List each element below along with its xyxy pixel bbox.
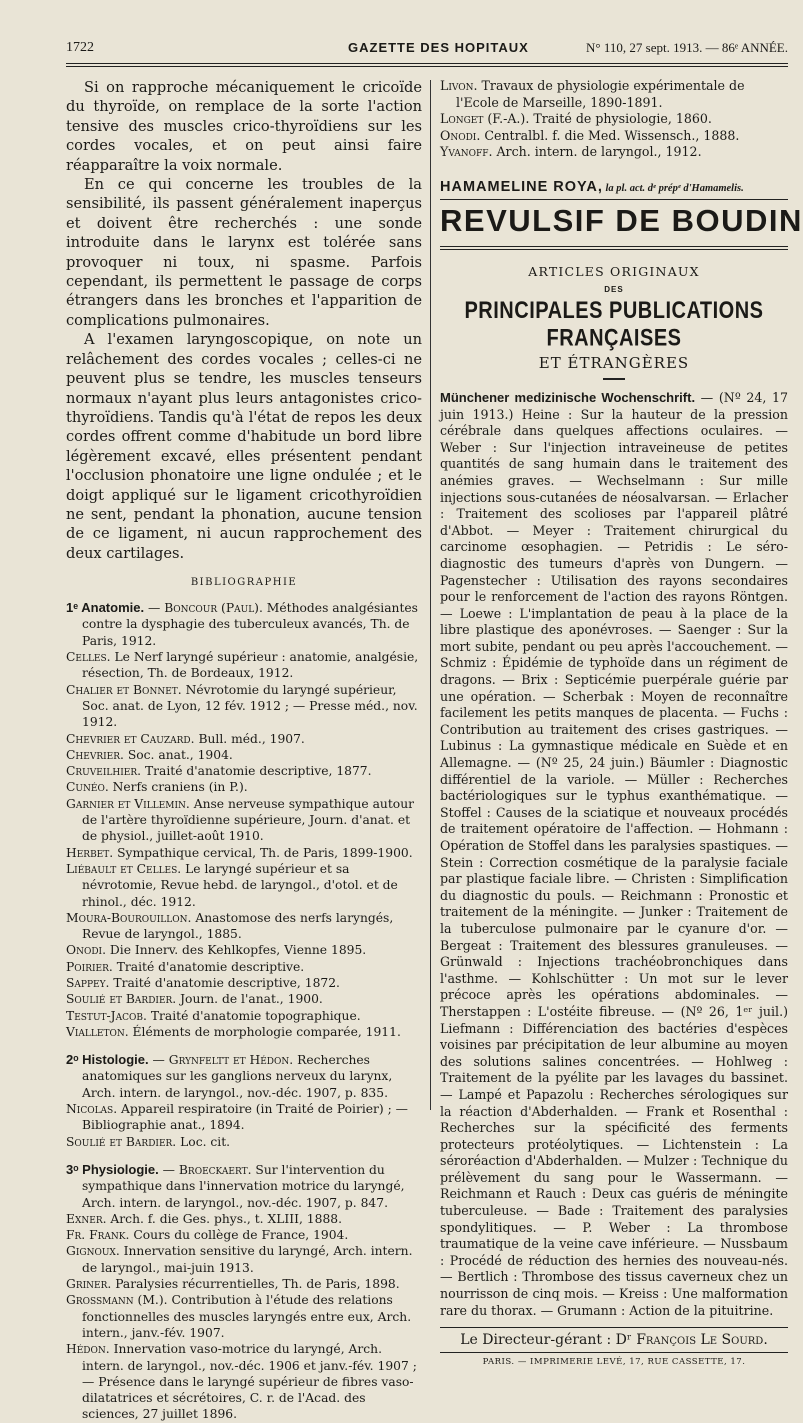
reference-entry bbox=[66, 1024, 422, 1040]
reference-author: Yvanoff. bbox=[440, 144, 493, 160]
review-text: — (Nº 24, 17 juin 1913.) Heine : Sur la hauteur de la pression cérébrale dans quelques affections oculaires. — Weber : Sur l'injection intraveineuse de petites quantités de sang humain dans le traitement des anémies graves. — Wechselmann : Sur mille injections sous-cutanées de néosalvarsan. — Erlacher : Traitement des scolioses par l'appareil plâtré d'Abbot. — Meyer : Traitement chirurgical du carcinome œsophagien. — Petridis : Le séro-diagnostic des tumeurs d'après von Dungern. — Pagenstecher : Utilisation des rayons secondaires pour le renforcement de l'action des rayons Röntgen. — Loewe : L'implantation de peau à la place de la libre plastique des aponévroses. — Saenger : Sur la mort subite, pendant ou peu après l'accouchement. — Schmiz : Épidémie de typhoïde dans un régiment de dragons. — Brix : Septicémie puerpérale guérie par une opération. — Scherbak : Moyen de reconnaître facilement les petits manques de placenta. — Fuchs : Contribution au traitement des crises gastriques. — Lubinus : La gymnastique médicale en Suède et en Allemagne. — (Nº 25, 24 juin.) Bäumler : Diagnostic différentiel de la variole. — Müller : Recherches bactériologiques sur le typhus exanthématique. — Stoffel : Causes de la sciatique et nouveaux procédés de traitement opératoire de l'affection. — Hohmann : Opération de Stoffel dans les paralysies spastiques. — Stein : Correction cosmétique de la paralysie faciale par plastique faciale libre. — Christen : Simplification du diagnostic du pouls. — Reichmann : Pronostic et traitement de la méningite. — Junker : Traitement de la tuberculose pulmonaire par le cyanure d'or. — Bergeat : Traitement des blessures granuleuses. — Grünwald : Injections trachéobronchiques dans l'asthme. — Kohlschütter : Un mot sur le lever précoce après les opérations abdominales. — Therstappen : L'ostéite fibreuse. — (Nº 26, 1ᵉʳ juil.) Liefmann : Différenciation des bactéries d'espèces voisines par précipitation de leur albumine au moyen des solutions salines concentrées. — Hohlweg : Traitement de la pyélite par les lavages du bassinet. — Lampé et Papazolu : Recherches sérologiques sur la réaction d'Abderhalden. — Frank et Rosenthal : Recherches sur la spécificité des ferments protecteurs protéolytiques. — Lichtenstein : La séroréaction d'Abderhalden. — Mulzer : Technique du prélèvement du sang pour le Wassermann. — Reichmann et Rauch : Deux cas guéris de méningite tuberculeuse. — Bade : Traitement des paralysies spondylitiques. — P. Weber : La thrombose traumatique de la veine cave inférieure. — Nussbaum : Procédé de réduction des hernies des nouveau-nés. — Bertlich : Thrombose des tissus caverneux chez un nourrisson de cinq mois. — Kreiss : Une malformation rare du thorax. — Grumann : Action de la pituitrine. bbox=[440, 389, 788, 1318]
reference-entry bbox=[66, 942, 422, 958]
section-label: 3ᵒ Physiologie. bbox=[66, 1161, 159, 1177]
reference-entry bbox=[66, 1134, 422, 1150]
reference-text: Die Innerv. des Kehlkopfes, Vienne 1895. bbox=[106, 943, 367, 958]
reference-entry bbox=[66, 731, 422, 747]
reference-author: Garnier et Villemin. bbox=[66, 796, 190, 811]
reference-entry bbox=[66, 747, 422, 763]
reference-author: Chevrier. bbox=[66, 747, 124, 762]
reference-author: Exner. bbox=[66, 1211, 107, 1226]
bibliography-sections bbox=[66, 600, 422, 1423]
reference-text: Traité d'anatomie descriptive, 1872. bbox=[109, 975, 340, 990]
reference-entry bbox=[66, 910, 422, 943]
reference-text: Arch. intern. de laryngol., 1912. bbox=[492, 144, 702, 160]
reference-text: Le laryngé supérieur et sa névrotomie, Revue hebd. de laryngol., d'otol. et de rhinol., déc. 1912. bbox=[82, 861, 398, 909]
reference-entry bbox=[66, 845, 422, 861]
header-rule bbox=[66, 63, 788, 64]
reference-author: Nicolas. bbox=[66, 1102, 118, 1117]
reference-author: Livon. bbox=[440, 78, 478, 93]
reference-text: Nerfs craniens (in P.). bbox=[108, 780, 248, 795]
reference-text: Anse nerveuse sympathique autour de l'artère thyroïdienne supérieure, Journ. d'anat. et de physiol., juillet-août 1910. bbox=[82, 796, 414, 844]
reference-entry bbox=[66, 649, 422, 682]
director-line: Le Directeur-gérant : Dʳ François Le Sourd. bbox=[460, 1332, 768, 1349]
reference-author: Moura-Bourouillon. bbox=[66, 910, 192, 925]
reference-author: Soulié et Bardier. bbox=[66, 1134, 177, 1149]
advertisement-hamameline: HAMAMELINE ROYA, la pl. act. dᵉ prépᵉ d'Hamamelis. bbox=[440, 178, 744, 195]
section-label: 1ᵉ Anatomie. bbox=[66, 600, 145, 616]
journal-name: Münchener medizinische Wochenschrift. bbox=[440, 389, 696, 405]
reference-entry bbox=[66, 1292, 422, 1341]
ornament-rule bbox=[603, 378, 625, 380]
reference-entry bbox=[66, 991, 422, 1007]
reference-text: Arch. f. die Ges. phys., t. XLIII, 1888. bbox=[106, 1211, 343, 1226]
reference-text: Innervation sensitive du laryngé, Arch. intern. de laryngol., mai-juin 1913. bbox=[82, 1244, 413, 1275]
reference-author: Liébault et Celles. bbox=[66, 861, 182, 876]
section-label: 2ᵒ Histologie. bbox=[66, 1052, 149, 1068]
reference-text: Cours du collège de France, 1904. bbox=[129, 1228, 349, 1243]
reference-text: Centralbl. f. die Med. Wissensch., 1888. bbox=[480, 127, 740, 143]
reference-author: Broeckaert. bbox=[178, 1162, 252, 1177]
reference-entry bbox=[66, 796, 422, 845]
reference-text: Appareil respiratoire (in Traité de Poirier) ; — Bibliographie anat., 1894. bbox=[82, 1102, 408, 1133]
reference-text: Recherches anatomiques sur les ganglions nerveux du larynx, Arch. intern. de laryngol., nov.-déc. 1907, p. 835. bbox=[82, 1053, 393, 1100]
reference-entry bbox=[440, 144, 788, 161]
reference-text: Traité d'anatomie descriptive. bbox=[112, 959, 305, 974]
page-number: 1722 bbox=[66, 40, 94, 55]
reference-text: Traité de physiologie, 1860. bbox=[529, 111, 712, 127]
continued-references bbox=[440, 78, 788, 161]
reference-text: Bull. méd., 1907. bbox=[194, 731, 305, 746]
footer-rule bbox=[440, 1327, 788, 1328]
reference-author: Gignoux. bbox=[66, 1244, 120, 1259]
reference-entry bbox=[66, 959, 422, 975]
reference-text: Soc. anat., 1904. bbox=[123, 747, 233, 762]
reference-text: Méthodes analgésiantes contre la dysphagie des tuberculeux avancés, Th. de Paris, 1912. bbox=[82, 601, 418, 648]
reference-entry bbox=[66, 763, 422, 779]
reference-text: Traité d'anatomie topographique. bbox=[146, 1008, 361, 1023]
reference-entry bbox=[66, 1243, 422, 1276]
reference-entry bbox=[66, 1276, 422, 1292]
reference-entry bbox=[66, 861, 422, 910]
reference-text: Éléments de morphologie comparée, 1911. bbox=[128, 1024, 401, 1039]
advertisement-revulsif: REVULSIF DE BOUDIN bbox=[440, 202, 803, 238]
reference-entry bbox=[66, 1227, 422, 1243]
right-column bbox=[440, 78, 803, 1368]
reference-text: Sur l'intervention du sympathique dans l'innervation motrice du laryngé, Arch. intern. de laryngol., nov.-déc. 1907, p. 847. bbox=[82, 1162, 405, 1210]
reference-author: Chevrier et Cauzard. bbox=[66, 731, 195, 746]
articles-etrangeres: ET ÉTRANGÈRES bbox=[538, 353, 690, 372]
reference-text: Traité d'anatomie descriptive, 1877. bbox=[141, 764, 372, 779]
reference-entry bbox=[66, 1211, 422, 1227]
reference-entry bbox=[66, 1341, 422, 1422]
reference-author: Griner. bbox=[66, 1277, 112, 1292]
reference-author: Grynfeltt et Hédon. bbox=[168, 1053, 294, 1068]
reference-entry bbox=[66, 779, 422, 795]
issue-info: N° 110, 27 sept. 1913. — 86ᵉ ANNÉE. bbox=[586, 40, 788, 55]
reference-author: Herbet. bbox=[66, 845, 114, 860]
articles-principales: PRINCIPALES PUBLICATIONS FRANÇAISES bbox=[464, 297, 764, 352]
reference-author: Fr. Frank. bbox=[66, 1228, 130, 1243]
reference-author: Onodi. bbox=[440, 127, 481, 143]
left-column bbox=[66, 78, 422, 1422]
reference-author: Grossmann (M.). bbox=[66, 1293, 168, 1308]
reference-text: Névrotomie du laryngé supérieur, Soc. anat. de Lyon, 12 fév. 1912 ; — Presse méd., nov. 1912. bbox=[82, 682, 418, 730]
double-rule bbox=[440, 246, 788, 250]
bibliography-heading: BIBLIOGRAPHIE bbox=[190, 577, 298, 589]
reference-entry bbox=[66, 1101, 422, 1134]
reference-author: Poirier. bbox=[66, 959, 113, 974]
bibliography-section-start: 3ᵒ Physiologie. — Broeckaert. Sur l'intervention du sympathique dans l'innervation motrice du laryngé, Arch. intern. de laryngol., nov.-déc. 1907, p. 847. bbox=[66, 1161, 405, 1210]
reference-entry bbox=[440, 111, 788, 128]
ad-rule bbox=[440, 199, 788, 200]
reference-author: Cunéo. bbox=[66, 780, 109, 795]
reference-author: Onodi. bbox=[66, 943, 107, 958]
printer-line: PARIS. — IMPRIMERIE LEVÉ, 17, RUE CASSETTE, 17. bbox=[482, 1357, 746, 1368]
articles-heading: ARTICLES ORIGINAUX bbox=[528, 263, 700, 279]
reference-entry bbox=[66, 682, 422, 731]
body-paragraph: En ce qui concerne les troubles de la sensibilité, ils passent généralement inaperçus et doivent être recherchés : une sonde introduite dans le larynx est tolérée sans provoquer ni toux, ni spasme. Parfois cependant, ils permettent le passage de corps étrangers dans les bronches et l'apparition de complications pulmonaires. bbox=[66, 176, 422, 329]
bibliography-section-start: 2ᵒ Histologie. — Grynfeltt et Hédon. Recherches anatomiques sur les ganglions nerveux du larynx, Arch. intern. de laryngol., nov.-déc. 1907, p. 835. bbox=[66, 1052, 393, 1100]
reference-author: Chalier et Bonnet. bbox=[66, 682, 182, 697]
journal-review bbox=[440, 390, 788, 1319]
reference-entry bbox=[440, 78, 788, 111]
body-paragraph: Si on rapproche mécaniquement le cricoïde du thyroïde, on remplace de la sorte l'action tensive des muscles crico-thyroïdiens sur les cordes vocales, et on peut ainsi faire réapparaître la voix normale. bbox=[66, 79, 422, 174]
reference-text: Contribution à l'étude des relations fonctionnelles des muscles laryngés entre eux, Arch. intern., janv.-fév. 1907. bbox=[82, 1293, 412, 1340]
reference-text: Innervation vaso-motrice du laryngé, Arch. intern. de laryngol., nov.-déc. 1906 et janv.-fév. 1907 ; — Présence dans le laryngé supérieur de fibres vaso-dilatatrices et sécrétoires, C. r. de l'Acad. des sciences, 27 juillet 1896. bbox=[82, 1342, 417, 1422]
reference-text: Sympathique cervical, Th. de Paris, 1899-1900. bbox=[113, 845, 413, 860]
reference-author: Cruveilhier. bbox=[66, 764, 142, 779]
reference-text: Journ. de l'anat., 1900. bbox=[176, 992, 323, 1007]
reference-text: Le Nerf laryngé supérieur : anatomie, analgésie, résection, Th. de Bordeaux, 1912. bbox=[82, 650, 419, 681]
header-rule-2 bbox=[66, 66, 788, 67]
reference-text: Travaux de physiologie expérimentale de l'Ecole de Marseille, 1890-1891. bbox=[456, 78, 745, 110]
column-divider bbox=[430, 80, 431, 1110]
reference-author: Soulié et Bardier. bbox=[66, 992, 177, 1007]
reference-entry bbox=[66, 1008, 422, 1024]
footer-rule-2 bbox=[440, 1352, 788, 1353]
page-header bbox=[66, 40, 788, 62]
reference-author: Testut-Jacob. bbox=[66, 1008, 147, 1023]
reference-author: Hédon. bbox=[66, 1342, 110, 1357]
reference-text: Loc. cit. bbox=[176, 1134, 231, 1149]
reference-text: Anastomose des nerfs laryngés, Revue de laryngol., 1885. bbox=[82, 910, 394, 942]
reference-text: Paralysies récurrentielles, Th. de Paris, 1898. bbox=[111, 1277, 400, 1292]
reference-author: Boncour (Paul). bbox=[164, 601, 263, 616]
bibliography-section-start: 1ᵉ Anatomie. — Boncour (Paul). Méthodes analgésiantes contre la dysphagie des tuberculeux avancés, Th. de Paris, 1912. bbox=[66, 600, 418, 648]
reference-author: Sappey. bbox=[66, 975, 110, 990]
reference-entry bbox=[66, 975, 422, 991]
articles-des: DES bbox=[604, 284, 624, 294]
reference-author: Longet (F.-A.). bbox=[440, 111, 530, 127]
body-paragraph: A l'examen laryngoscopique, on note un relâchement des cordes vocales ; celles-ci ne peuvent plus se tendre, les muscles tenseurs normaux n'ayant plus leurs antagonistes crico-thyroïdiens. Tandis qu'à l'état de repos les deux cordes offrent comme d'habitude un bord libre légèrement excavé, elles présentent pendant l'occlusion phonatoire une ligne ondulée ; et le doigt appliqué sur le ligament cricothyroïdien ne sent, pendant la phonation, aucune tension de ce ligament, ni aucun rapprochement des deux cartilages. bbox=[66, 331, 422, 562]
journal-title: GAZETTE DES HOPITAUX bbox=[348, 40, 529, 55]
reference-entry bbox=[440, 128, 788, 145]
reference-author: Celles. bbox=[66, 650, 111, 665]
reference-author: Vialleton. bbox=[66, 1024, 129, 1039]
